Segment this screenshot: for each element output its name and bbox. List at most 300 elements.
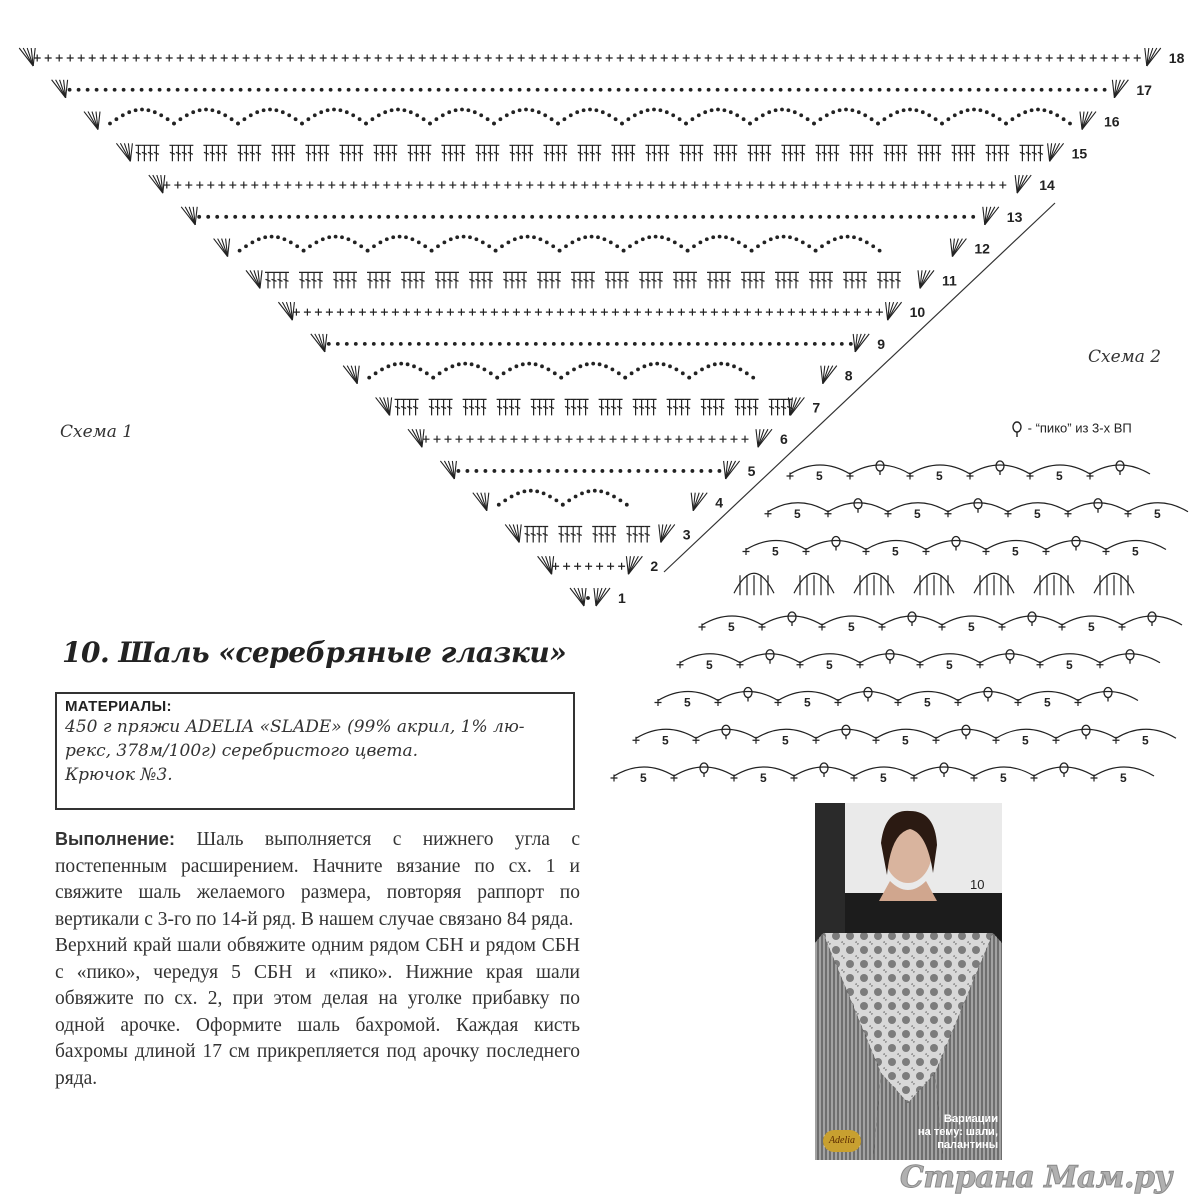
chain-stitch: [620, 215, 624, 219]
shell-motif: [974, 573, 1014, 595]
chain-stitch: [768, 342, 772, 346]
single-crochet: [958, 55, 965, 62]
double-crochet: [311, 272, 317, 288]
chain-stitch: [615, 342, 619, 346]
chain-stitch: [820, 244, 824, 248]
row-number: 14: [1039, 177, 1055, 194]
single-crochet: [1031, 775, 1038, 782]
double-crochet: [599, 399, 605, 415]
chain-stitch: [656, 215, 660, 219]
chain-stitch: [338, 88, 342, 92]
single-crochet: [434, 436, 441, 443]
chain-stitch: [687, 376, 691, 380]
double-crochet: [793, 145, 799, 161]
scheme-2-arch: [851, 767, 915, 785]
scheme-2-arch: [977, 650, 1041, 669]
scheme-2-arch: [737, 650, 801, 669]
single-crochet: [284, 182, 291, 189]
double-crochet: [509, 272, 515, 288]
chain-stitch: [453, 342, 457, 346]
chain-stitch: [678, 342, 682, 346]
chain-stitch: [236, 122, 240, 126]
chain-stitch: [840, 342, 844, 346]
row-number: 11: [942, 272, 957, 289]
chain-stitch: [687, 342, 691, 346]
chain-stitch: [750, 249, 754, 253]
double-crochet: [679, 272, 685, 288]
chain-stitch: [812, 122, 816, 126]
single-crochet: [1119, 624, 1126, 631]
single-crochet: [460, 182, 467, 189]
chain-stitch: [403, 108, 407, 112]
single-crochet: [907, 473, 914, 480]
single-crochet: [755, 309, 762, 316]
single-crochet: [240, 182, 247, 189]
chain-stitch: [615, 244, 619, 248]
single-crochet: [361, 182, 368, 189]
scheme-2-arch: [907, 465, 971, 483]
double-crochet: [453, 272, 459, 288]
chain-stitch: [244, 244, 248, 248]
fan-stitch: [390, 397, 392, 415]
single-crochet: [879, 624, 886, 631]
chain-stitch: [1031, 88, 1035, 92]
chain-stitch: [422, 117, 426, 121]
chain-stitch: [131, 88, 135, 92]
double-crochet: [221, 145, 227, 161]
single-crochet: [1123, 55, 1130, 62]
chain-stitch: [697, 113, 701, 117]
stitch-count: 5: [1120, 771, 1127, 785]
double-crochet: [521, 272, 527, 288]
chain-stitch: [627, 117, 631, 121]
single-crochet: [892, 55, 899, 62]
chain-stitch: [393, 362, 397, 366]
chain-stitch: [743, 88, 747, 92]
fan-stitch: [886, 302, 888, 320]
single-crochet: [1015, 699, 1022, 706]
single-crochet: [628, 55, 635, 62]
double-crochet: [283, 272, 289, 288]
fan-stitch: [1015, 175, 1017, 193]
chain-stitch: [467, 108, 471, 112]
double-crochet: [265, 272, 271, 288]
stitch-count: 5: [936, 469, 943, 483]
double-crochet: [521, 145, 527, 161]
chain-stitch: [437, 88, 441, 92]
chain-stitch: [230, 117, 234, 121]
double-crochet: [843, 272, 849, 288]
single-crochet: [394, 182, 401, 189]
chain-stitch: [971, 215, 975, 219]
single-crochet: [1005, 510, 1012, 517]
chain-stitch: [1085, 88, 1089, 92]
double-crochet: [537, 399, 543, 415]
chain-stitch: [300, 122, 304, 126]
single-crochet: [606, 55, 613, 62]
single-crochet: [977, 182, 984, 189]
double-crochet: [469, 272, 475, 288]
fan-stitch: [195, 207, 197, 225]
scheme-2-arch: [1015, 692, 1079, 710]
chain-stitch: [386, 215, 390, 219]
single-crochet: [555, 436, 562, 443]
chain-stitch: [806, 117, 810, 121]
double-crochet: [447, 272, 453, 288]
chain-stitch: [1004, 88, 1008, 92]
chain-stitch: [947, 117, 951, 121]
chain-stitch: [417, 240, 421, 244]
scheme-2-arch: [857, 650, 921, 669]
single-crochet: [1013, 55, 1020, 62]
double-crochet: [589, 145, 595, 161]
single-crochet: [315, 309, 322, 316]
chain-stitch: [294, 117, 298, 121]
single-crochet: [326, 309, 333, 316]
chain-stitch: [662, 88, 666, 92]
chain-stitch: [399, 362, 403, 366]
chain-stitch: [476, 215, 480, 219]
chain-stitch: [377, 215, 381, 219]
picot-mark: [1082, 725, 1090, 735]
double-crochet: [985, 145, 991, 161]
single-crochet: [1075, 699, 1082, 706]
single-crochet: [403, 309, 410, 316]
chain-stitch: [624, 342, 628, 346]
single-crochet: [1068, 55, 1075, 62]
stitch-count: 5: [968, 620, 975, 634]
chain-stitch: [769, 237, 773, 241]
chain-stitch: [1103, 88, 1107, 92]
caption-line: Вариации: [944, 1113, 998, 1125]
chain-stitch: [968, 88, 972, 92]
double-crochet: [435, 272, 441, 288]
double-crochet: [1037, 145, 1043, 161]
chain-stitch: [483, 368, 487, 372]
chain-stitch: [872, 215, 876, 219]
double-crochet: [549, 272, 555, 288]
chain-stitch: [966, 108, 970, 112]
chain-stitch: [611, 368, 615, 372]
double-crochet: [565, 399, 571, 415]
single-crochet: [983, 548, 990, 555]
chain-stitch: [660, 342, 664, 346]
double-crochet: [373, 145, 379, 161]
chain-stitch: [737, 240, 741, 244]
chain-stitch: [380, 368, 384, 372]
single-crochet: [185, 182, 192, 189]
photo-illustration: [815, 803, 1002, 1160]
double-crochet: [605, 399, 611, 415]
single-crochet: [945, 510, 952, 517]
single-crochet: [845, 182, 852, 189]
chain-stitch: [914, 88, 918, 92]
chain-stitch: [296, 215, 300, 219]
double-crochet: [435, 399, 441, 415]
chain-stitch: [224, 215, 228, 219]
chain-stitch: [503, 498, 507, 502]
double-crochet: [849, 145, 855, 161]
chain-stitch: [622, 249, 626, 253]
single-crochet: [777, 309, 784, 316]
single-crochet: [804, 55, 811, 62]
double-crochet: [558, 526, 564, 542]
chain-stitch: [430, 249, 434, 253]
chain-stitch: [986, 88, 990, 92]
single-crochet: [812, 182, 819, 189]
picot-mark: [962, 725, 970, 735]
single-crochet: [254, 55, 261, 62]
chain-stitch: [364, 122, 368, 126]
double-crochet: [639, 399, 645, 415]
double-crochet: [741, 272, 747, 288]
chain-stitch: [203, 88, 207, 92]
double-crochet: [537, 272, 543, 288]
chain-stitch: [751, 376, 755, 380]
double-crochet: [395, 399, 401, 415]
chain-stitch: [572, 88, 576, 92]
double-crochet: [827, 272, 833, 288]
chain-stitch: [167, 88, 171, 92]
single-crochet: [727, 55, 734, 62]
single-crochet: [489, 436, 496, 443]
chain-stitch: [508, 368, 512, 372]
double-crochet: [379, 272, 385, 288]
double-crochet: [617, 399, 623, 415]
picot-mark: [1006, 650, 1014, 660]
fan-stitch: [584, 588, 586, 606]
chain-stitch: [611, 215, 615, 219]
scheme-2-arch: [1065, 499, 1129, 518]
chain-stitch: [531, 108, 535, 112]
chain-stitch: [1036, 108, 1040, 112]
fan-stitch: [983, 207, 985, 225]
double-crochet: [407, 399, 413, 415]
double-crochet: [237, 145, 243, 161]
chain-stitch: [512, 215, 516, 219]
single-crochet: [933, 737, 940, 744]
single-crochet: [199, 55, 206, 62]
double-crochet: [592, 526, 598, 542]
chain-stitch: [524, 108, 528, 112]
single-crochet: [540, 55, 547, 62]
chain-stitch: [519, 235, 523, 239]
chain-stitch: [270, 235, 274, 239]
chain-stitch: [696, 342, 700, 346]
chain-stitch: [833, 237, 837, 241]
chain-stitch: [859, 237, 863, 241]
single-crochet: [1087, 473, 1094, 480]
single-crochet: [731, 775, 738, 782]
chain-stitch: [518, 88, 522, 92]
double-crochet: [447, 399, 453, 415]
chain-stitch: [535, 489, 539, 493]
chain-stitch: [487, 244, 491, 248]
chain-stitch: [507, 342, 511, 346]
chain-stitch: [668, 364, 672, 368]
single-crochet: [847, 473, 854, 480]
chain-stitch: [422, 215, 426, 219]
double-crochet: [821, 272, 827, 288]
chain-stitch: [347, 88, 351, 92]
chain-stitch: [332, 108, 336, 112]
chain-stitch: [551, 244, 555, 248]
double-crochet: [209, 145, 215, 161]
double-crochet: [935, 145, 941, 161]
chain-stitch: [574, 495, 578, 499]
stitch-count: 5: [1022, 733, 1029, 748]
chain-stitch: [108, 122, 112, 126]
double-crochet: [345, 272, 351, 288]
fan-stitch: [1145, 48, 1147, 66]
double-crochet: [747, 145, 753, 161]
single-crochet: [566, 436, 573, 443]
single-crochet: [870, 55, 877, 62]
chain-stitch: [410, 88, 414, 92]
scheme-2-arch: [885, 503, 949, 521]
double-crochet: [623, 145, 629, 161]
chain-stitch: [302, 88, 306, 92]
double-crochet: [497, 399, 503, 415]
chain-stitch: [755, 215, 759, 219]
chain-stitch: [457, 469, 461, 473]
chain-stitch: [511, 469, 515, 473]
single-crochet: [518, 55, 525, 62]
scheme-2-arch: [917, 654, 981, 672]
scheme-2-arch: [895, 692, 959, 710]
chain-stitch: [390, 108, 394, 112]
chain-stitch: [511, 110, 515, 114]
scheme-1-label: Схема 1: [60, 422, 134, 442]
chain-stitch: [542, 491, 546, 495]
single-crochet: [658, 182, 665, 189]
chain-stitch: [608, 88, 612, 92]
single-crochet: [386, 55, 393, 62]
chain-stitch: [782, 235, 786, 239]
picot-mark: [886, 650, 894, 660]
single-crochet: [903, 55, 910, 62]
single-crochet: [1035, 55, 1042, 62]
fan-stitch: [821, 366, 823, 384]
chain-stitch: [502, 469, 506, 473]
scheme-2-arch: [1005, 503, 1069, 521]
single-crochet: [562, 55, 569, 62]
double-crochet: [564, 526, 570, 542]
double-crochet: [815, 145, 821, 161]
chain-stitch: [449, 237, 453, 241]
chain-stitch: [493, 469, 497, 473]
chain-stitch: [314, 215, 318, 219]
stitch-count: 5: [706, 657, 713, 672]
stitch-count: 5: [772, 544, 779, 559]
scheme-2-arch: [1097, 650, 1161, 669]
single-crochet: [722, 309, 729, 316]
chain-stitch: [692, 244, 696, 248]
double-crochet: [895, 145, 901, 161]
scheme-2-legend: [1010, 420, 1132, 438]
chain-stitch: [289, 240, 293, 244]
single-crochet: [111, 55, 118, 62]
chain-stitch: [607, 113, 611, 117]
chain-stitch: [890, 215, 894, 219]
double-crochet: [271, 145, 277, 161]
double-crochet: [583, 272, 589, 288]
single-crochet: [570, 182, 577, 189]
chain-stitch: [372, 244, 376, 248]
chain-stitch: [548, 495, 552, 499]
chain-stitch: [284, 88, 288, 92]
double-crochet: [524, 526, 530, 542]
chain-stitch: [446, 88, 450, 92]
double-crochet: [611, 399, 617, 415]
chain-stitch: [457, 362, 461, 366]
double-crochet: [639, 272, 645, 288]
chain-stitch: [774, 108, 778, 112]
chain-stitch: [917, 215, 921, 219]
single-crochet: [1046, 55, 1053, 62]
single-crochet: [863, 548, 870, 555]
chain-stitch: [287, 113, 291, 117]
single-crochet: [857, 661, 864, 668]
single-crochet: [803, 548, 810, 555]
chain-stitch: [653, 88, 657, 92]
chain-stitch: [711, 235, 715, 239]
single-crochet: [694, 55, 701, 62]
chain-stitch: [675, 368, 679, 372]
chain-stitch: [507, 240, 511, 244]
single-crochet: [724, 182, 731, 189]
chain-stitch: [313, 113, 317, 117]
chain-stitch: [883, 117, 887, 121]
chain-stitch: [198, 108, 202, 112]
chain-stitch: [550, 117, 554, 121]
chain-stitch: [588, 108, 592, 112]
single-crochet: [925, 55, 932, 62]
chain-stitch: [366, 249, 370, 253]
chain-stitch: [870, 117, 874, 121]
chain-stitch: [462, 235, 466, 239]
single-crochet: [526, 182, 533, 189]
chain-stitch: [842, 88, 846, 92]
watermark-logo: Страна Мам.ру: [900, 1160, 1172, 1195]
chain-stitch: [591, 362, 595, 366]
single-crochet: [702, 182, 709, 189]
chain-stitch: [494, 249, 498, 253]
double-crochet: [570, 526, 576, 542]
single-crochet: [661, 55, 668, 62]
chain-stitch: [1062, 117, 1066, 121]
chain-stitch: [953, 215, 957, 219]
chain-stitch: [398, 235, 402, 239]
scheme-2-arch: [879, 612, 943, 631]
chain-stitch: [540, 364, 544, 368]
double-crochet: [735, 399, 741, 415]
picot-mark: [766, 650, 774, 660]
double-crochet: [530, 526, 536, 542]
single-crochet: [551, 55, 558, 62]
chain-stitch: [707, 364, 711, 368]
chain-stitch: [499, 117, 503, 121]
chain-stitch: [941, 88, 945, 92]
chain-stitch: [86, 88, 90, 92]
chain-stitch: [570, 342, 574, 346]
double-crochet: [141, 145, 147, 161]
single-crochet: [1059, 624, 1066, 631]
single-crochet: [155, 55, 162, 62]
chain-stitch: [401, 88, 405, 92]
chain-stitch: [411, 237, 415, 241]
single-crochet: [737, 661, 744, 668]
